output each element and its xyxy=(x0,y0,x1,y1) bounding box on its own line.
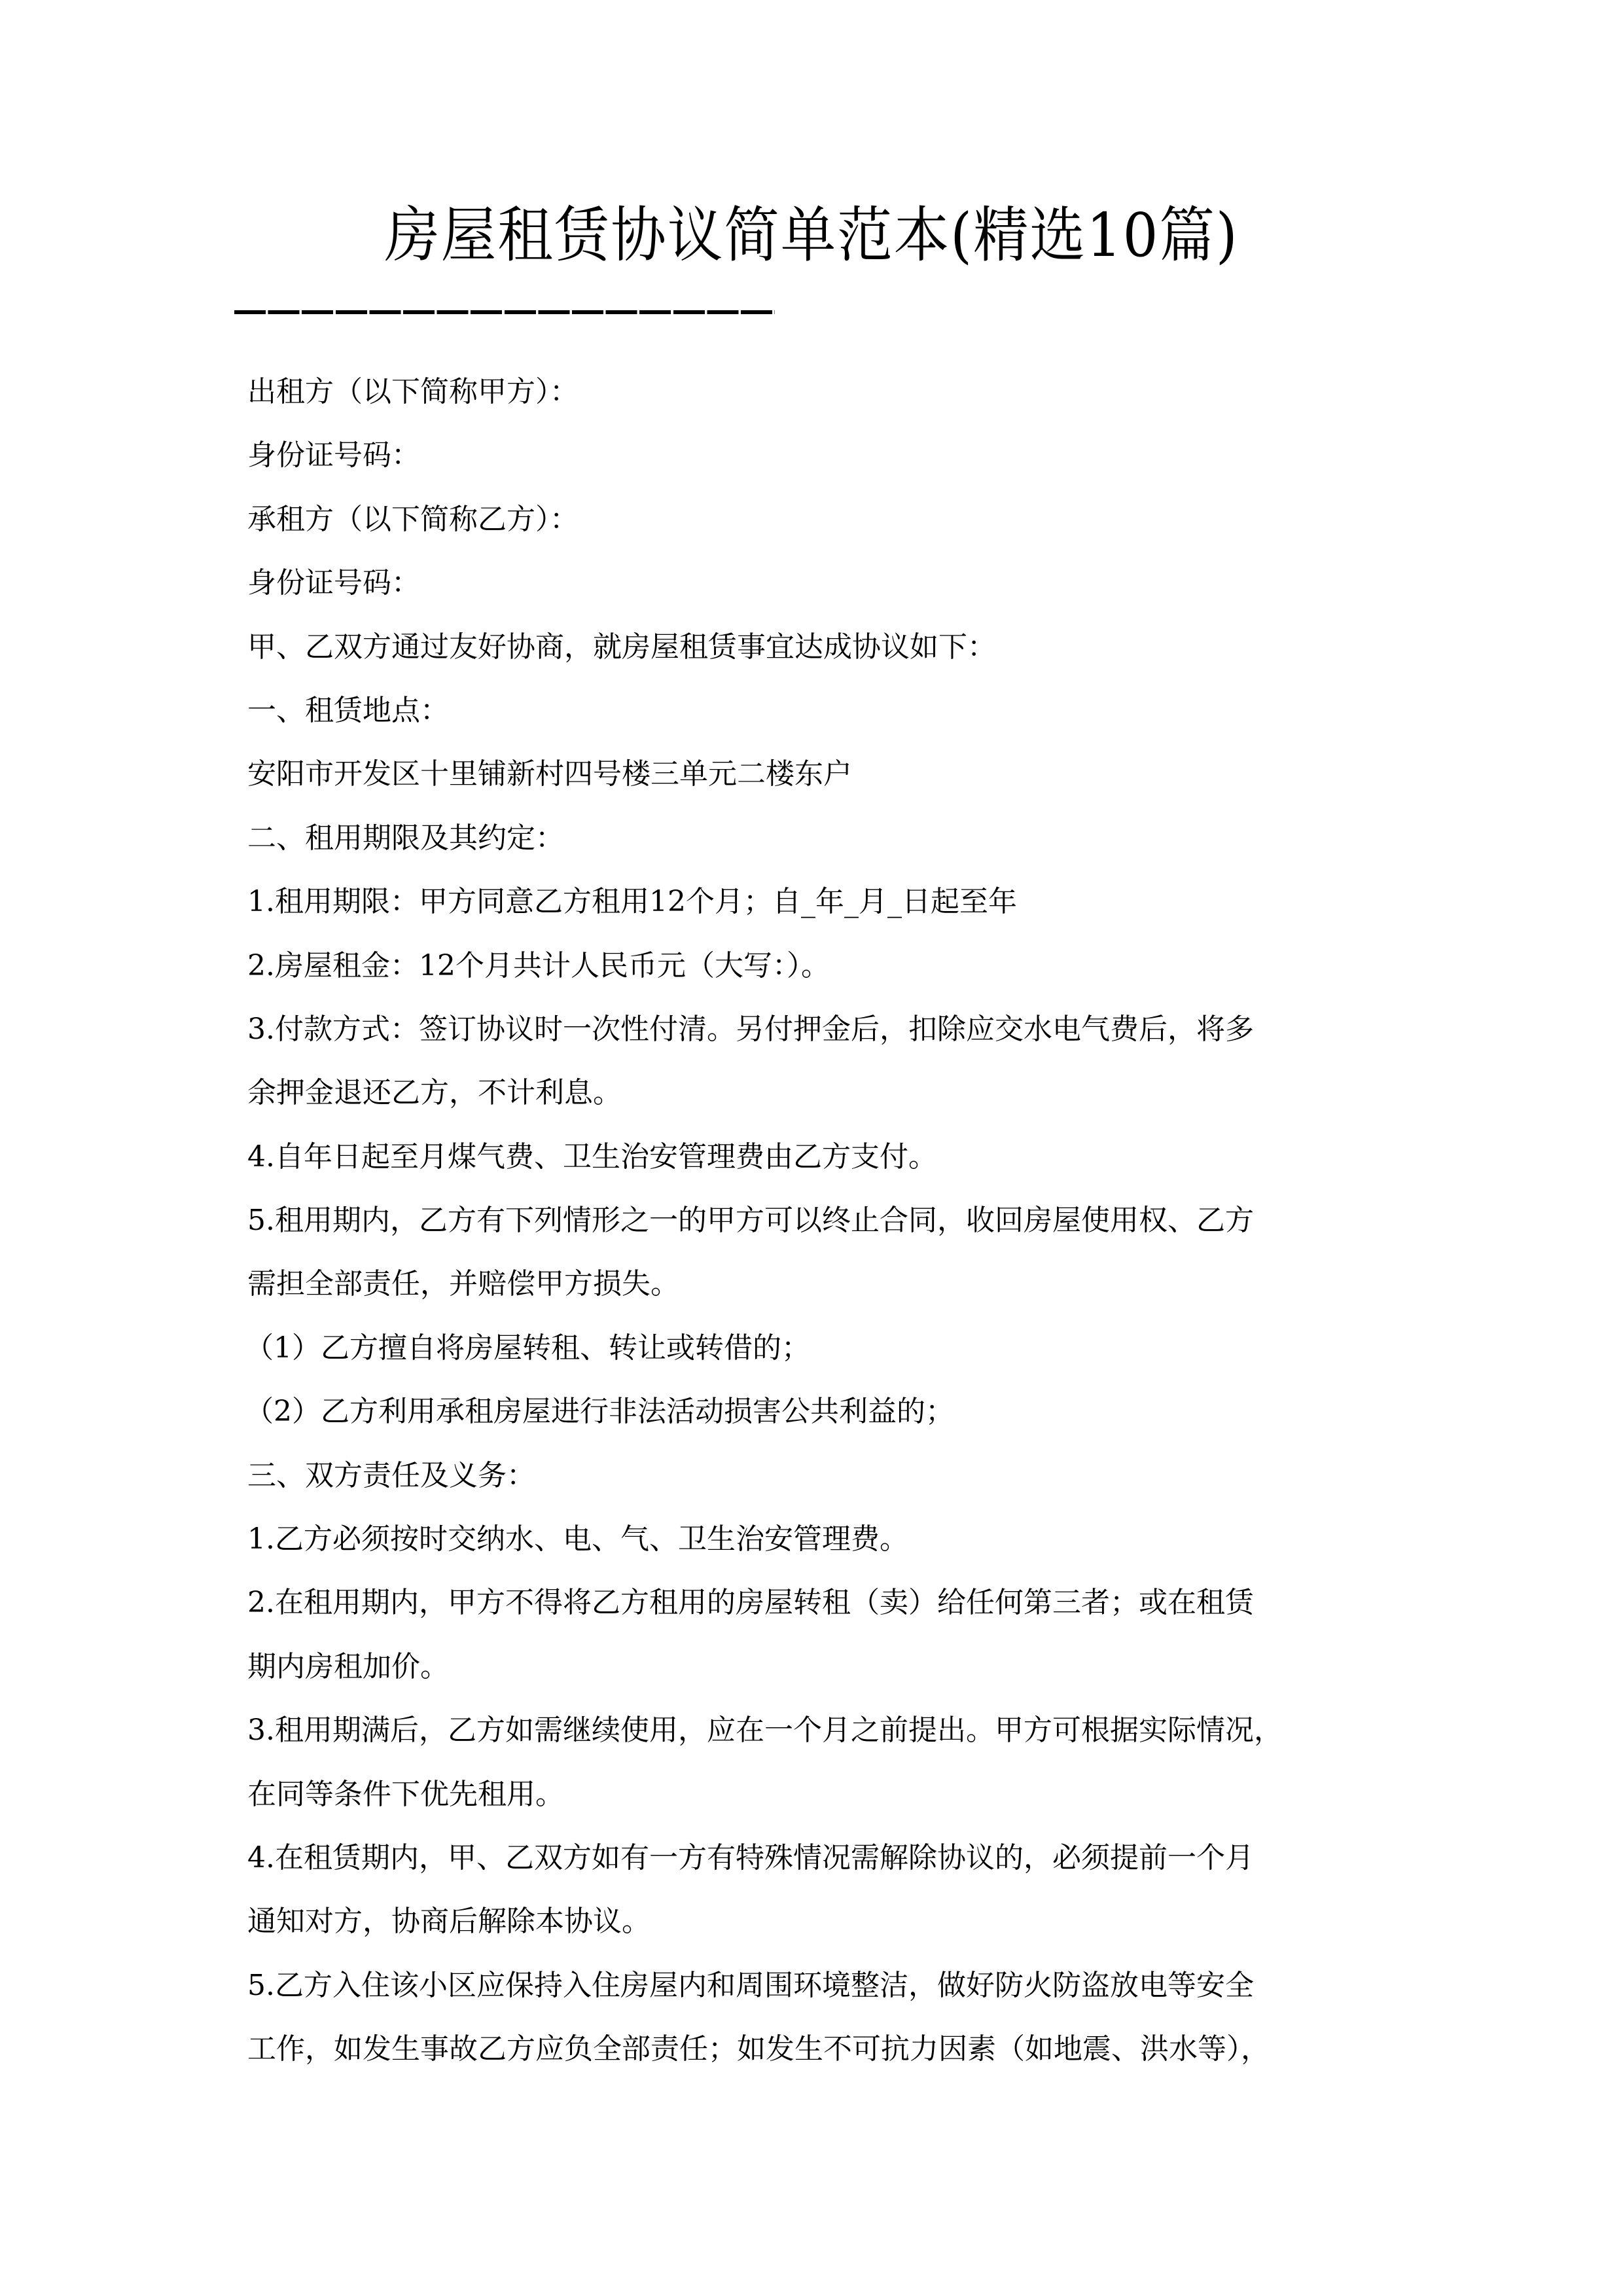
clause-duty-3-cont: 在同等条件下优先租用。 xyxy=(247,1777,564,1811)
rental-address: 安阳市开发区十里铺新村四号楼三单元二楼东户 xyxy=(247,757,852,791)
clause-term-3: 3.付款方式：签订协议时一次性付清。另付押金后，扣除应交水电气费后，将多 xyxy=(247,1012,1254,1046)
clause-term-1: 1.租用期限：甲方同意乙方租用12个月；自_年_月_日起至年 xyxy=(247,885,1017,919)
clause-duty-1: 1.乙方必须按时交纳水、电、气、卫生治安管理费。 xyxy=(247,1522,908,1556)
section-heading-term: 二、租用期限及其约定： xyxy=(247,821,564,855)
lessor-label: 出租方（以下简称甲方）： xyxy=(247,375,579,408)
agreement-intro: 甲、乙双方通过友好协商，就房屋租赁事宜达成协议如下： xyxy=(247,630,996,664)
document-body xyxy=(247,360,1386,2081)
section-heading-location: 一、租赁地点： xyxy=(247,693,449,727)
clause-term-5-cont: 需担全部责任，并赔偿甲方损失。 xyxy=(247,1267,679,1301)
clause-term-5-sub-2: （2）乙方利用承租房屋进行非法活动损害公共利益的； xyxy=(245,1395,954,1429)
clause-duty-4-cont: 通知对方，协商后解除本协议。 xyxy=(247,1905,651,1939)
clause-duty-5-cont: 工作，如发生事故乙方应负全部责任；如发生不可抗力因素（如地震、洪水等）， xyxy=(247,2032,1270,2066)
title-divider xyxy=(234,310,775,314)
clause-term-4: 4.自年日起至月煤气费、卫生治安管理费由乙方支付。 xyxy=(247,1139,937,1174)
clause-duty-2-cont: 期内房租加价。 xyxy=(247,1649,449,1683)
lessee-label: 承租方（以下简称乙方）： xyxy=(247,502,579,536)
clause-duty-3: 3.租用期满后，乙方如需继续使用，应在一个月之前提出。甲方可根据实际情况， xyxy=(247,1713,1283,1748)
lessor-id-label: 身份证号码： xyxy=(247,439,420,473)
clause-term-5-sub-1: （1）乙方擅自将房屋转租、转让或转借的； xyxy=(245,1331,810,1365)
section-heading-duties: 三、双方责任及义务： xyxy=(247,1458,535,1492)
clause-duty-5: 5.乙方入住该小区应保持入住房屋内和周围环境整洁，做好防火防盗放电等安全 xyxy=(247,1968,1254,2002)
clause-term-2: 2.房屋租金：12个月共计人民币元（大写：）。 xyxy=(247,948,830,982)
lessee-id-label: 身份证号码： xyxy=(247,566,420,600)
clause-term-5: 5.租用期内，乙方有下列情形之一的甲方可以终止合同，收回房屋使用权、乙方 xyxy=(247,1204,1254,1238)
document-title: 房屋租赁协议简单范本(精选10篇) xyxy=(384,200,1239,270)
clause-duty-4: 4.在租赁期内，甲、乙双方如有一方有特殊情况需解除协议的，必须提前一个月 xyxy=(247,1840,1254,1874)
clause-term-3-cont: 余押金退还乙方，不计利息。 xyxy=(247,1076,622,1110)
clause-duty-2: 2.在租用期内，甲方不得将乙方租用的房屋转租（卖）给任何第三者；或在租赁 xyxy=(247,1586,1254,1620)
